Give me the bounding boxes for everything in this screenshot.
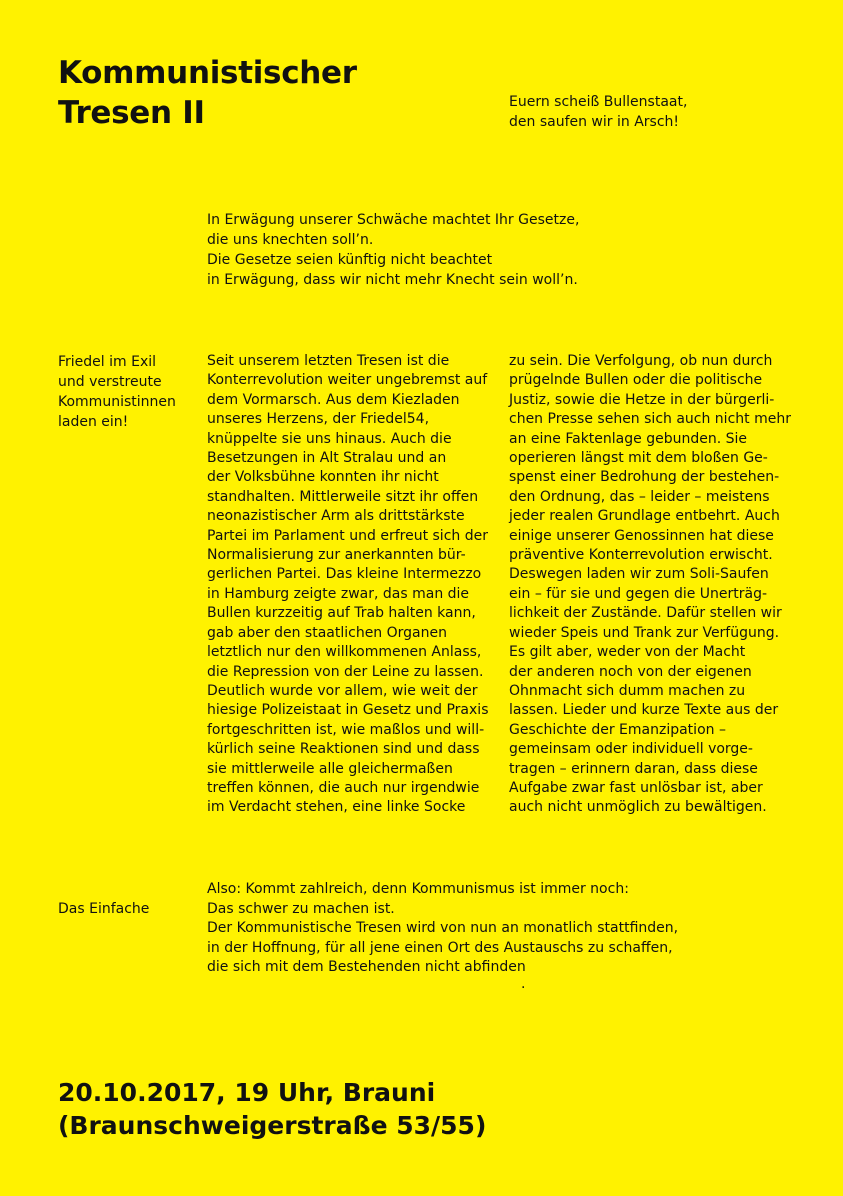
body-line: lichkeit der Zustände. Dafür stellen wir — [509, 605, 782, 622]
title-line-1: Kommunistischer — [58, 55, 357, 91]
body-line: Deutlich wurde vor allem, wie weit der — [207, 682, 478, 699]
body-line: Ohnmacht sich dumm machen zu — [509, 682, 746, 699]
body-line: lassen. Lieder und kurze Texte aus der — [509, 702, 779, 719]
body-line: gemeinsam oder individuell vorge- — [509, 741, 753, 758]
closing-line: Also: Kommt zahlreich, denn Kommunismus ist immer noch: — [207, 881, 629, 897]
body-line: Geschichte der Emanzipation – — [509, 721, 726, 738]
body-line: Besetzungen in Alt Stralau und an — [207, 450, 447, 467]
body-line: letztlich nur den willkommenen Anlass, — [207, 644, 482, 661]
quote-line: Die Gesetze seien künftig nicht beachtet — [207, 252, 493, 268]
body-line: Seit unserem letzten Tresen ist die — [207, 353, 450, 369]
body-line: an eine Faktenlage gebunden. Sie — [509, 430, 747, 447]
body-line: tragen – erinnern daran, dass diese — [509, 760, 758, 777]
event-address: (Braunschweigerstraße 53/55) — [58, 1111, 487, 1140]
closing-line: Der Kommunistische Tresen wird von nun an monatlich stattfinden, — [207, 920, 679, 936]
body-line: wieder Speis und Trank zur Verfügung. — [509, 624, 780, 641]
closing-line: in der Hoffnung, für all jene einen Ort des Austauschs zu schaffen, — [207, 939, 673, 956]
body-line: sie mittlerweile alle gleichermaßen — [207, 760, 453, 777]
body-line: Aufgabe zwar fast unlösbar ist, aber — [509, 779, 763, 796]
body-line: präventive Konterrevolution erwischt. — [509, 547, 773, 564]
body-line: der anderen noch von der eigenen — [509, 663, 752, 680]
side-note-invitation — [58, 352, 176, 432]
stray-period: . — [521, 976, 526, 992]
body-line: knüppelte sie uns hinaus. Auch die — [207, 430, 452, 447]
body-line: Justiz, sowie die Hetze in der bürgerli- — [509, 391, 775, 408]
quote-line: die uns knechten soll’n. — [207, 232, 374, 248]
body-line: fortgeschritten ist, wie maßlos und will- — [207, 721, 485, 738]
body-line: hiesige Polizeistaat in Gesetz und Praxis — [207, 702, 489, 719]
slogan-line-2: den saufen wir in Arsch! — [509, 114, 680, 130]
body-line: der Volksbühne konnten ihr nicht — [207, 469, 439, 486]
side-note-line: Kommunistinnen — [58, 394, 176, 410]
body-line: neonazistischer Arm als drittstärkste — [207, 508, 465, 525]
body-line: unseres Herzens, der Friedel54, — [207, 411, 430, 428]
body-line: Deswegen laden wir zum Soli-Saufen — [509, 566, 769, 583]
side-note-line: Das Einfache — [58, 901, 150, 917]
poem-quote — [207, 210, 579, 290]
body-line: jeder realen Grundlage entbehrt. Auch — [509, 508, 780, 525]
body-line: Konterrevolution weiter ungebremst auf — [207, 372, 488, 389]
side-note-line: laden ein! — [58, 414, 129, 430]
body-line: kürlich seine Reaktionen sind und dass — [207, 741, 480, 758]
body-line: chen Presse sehen sich auch nicht mehr — [509, 411, 791, 428]
body-line: spenst einer Bedrohung der bestehen- — [509, 469, 780, 486]
body-line: Normalisierung zur anerkannten bür- — [207, 547, 466, 564]
body-line: auch nicht unmöglich zu bewältigen. — [509, 799, 767, 816]
closing-line: Das schwer zu machen ist. — [207, 900, 395, 917]
body-column-right — [509, 352, 791, 818]
body-line: einige unserer Genossinnen hat diese — [509, 527, 774, 544]
body-line: Partei im Parlament und erfreut sich der — [207, 527, 488, 544]
body-line: im Verdacht stehen, eine linke Socke — [207, 799, 466, 816]
body-line: die Repression von der Leine zu lassen. — [207, 663, 484, 680]
body-line: Bullen kurzzeitig auf Trab halten kann, — [207, 605, 476, 622]
body-line: dem Vormarsch. Aus dem Kiezladen — [207, 391, 460, 408]
body-line: Es gilt aber, weder von der Macht — [509, 644, 746, 661]
side-note-line: und verstreute — [58, 374, 162, 390]
body-line: prügelnde Bullen oder die politische — [509, 372, 763, 389]
closing-paragraph — [207, 880, 678, 978]
body-line: treffen können, die auch nur irgendwie — [207, 779, 480, 796]
closing-line: die sich mit dem Bestehenden nicht abfinden — [207, 959, 526, 975]
body-line: ein – für sie und gegen die Unerträg- — [509, 585, 768, 602]
poster-title — [58, 53, 357, 133]
body-line: den Ordnung, das – leider – meistens — [509, 488, 770, 505]
side-note-simple — [58, 899, 149, 919]
slogan — [509, 92, 687, 132]
side-note-line: Friedel im Exil — [58, 354, 157, 370]
body-line: gerlichen Partei. Das kleine Intermezzo — [207, 566, 482, 583]
event-info — [58, 1076, 486, 1142]
slogan-line-1: Euern scheiß Bullenstaat, — [509, 94, 688, 110]
quote-line: In Erwägung unserer Schwäche machtet Ihr Gesetze, — [207, 212, 580, 228]
body-line: zu sein. Die Verfolgung, ob nun durch — [509, 353, 773, 369]
body-line: gab aber den staatlichen Organen — [207, 624, 447, 641]
body-line: standhalten. Mittlerweile sitzt ihr offen — [207, 488, 479, 505]
body-line: operieren längst mit dem bloßen Ge- — [509, 450, 768, 467]
body-line: in Hamburg zeigte zwar, das man die — [207, 585, 470, 602]
event-date-time-venue: 20.10.2017, 19 Uhr, Brauni — [58, 1078, 436, 1107]
body-column-left — [207, 352, 488, 818]
quote-line: in Erwägung, dass wir nicht mehr Knecht sein woll’n. — [207, 272, 578, 288]
title-line-2: Tresen II — [58, 95, 205, 131]
